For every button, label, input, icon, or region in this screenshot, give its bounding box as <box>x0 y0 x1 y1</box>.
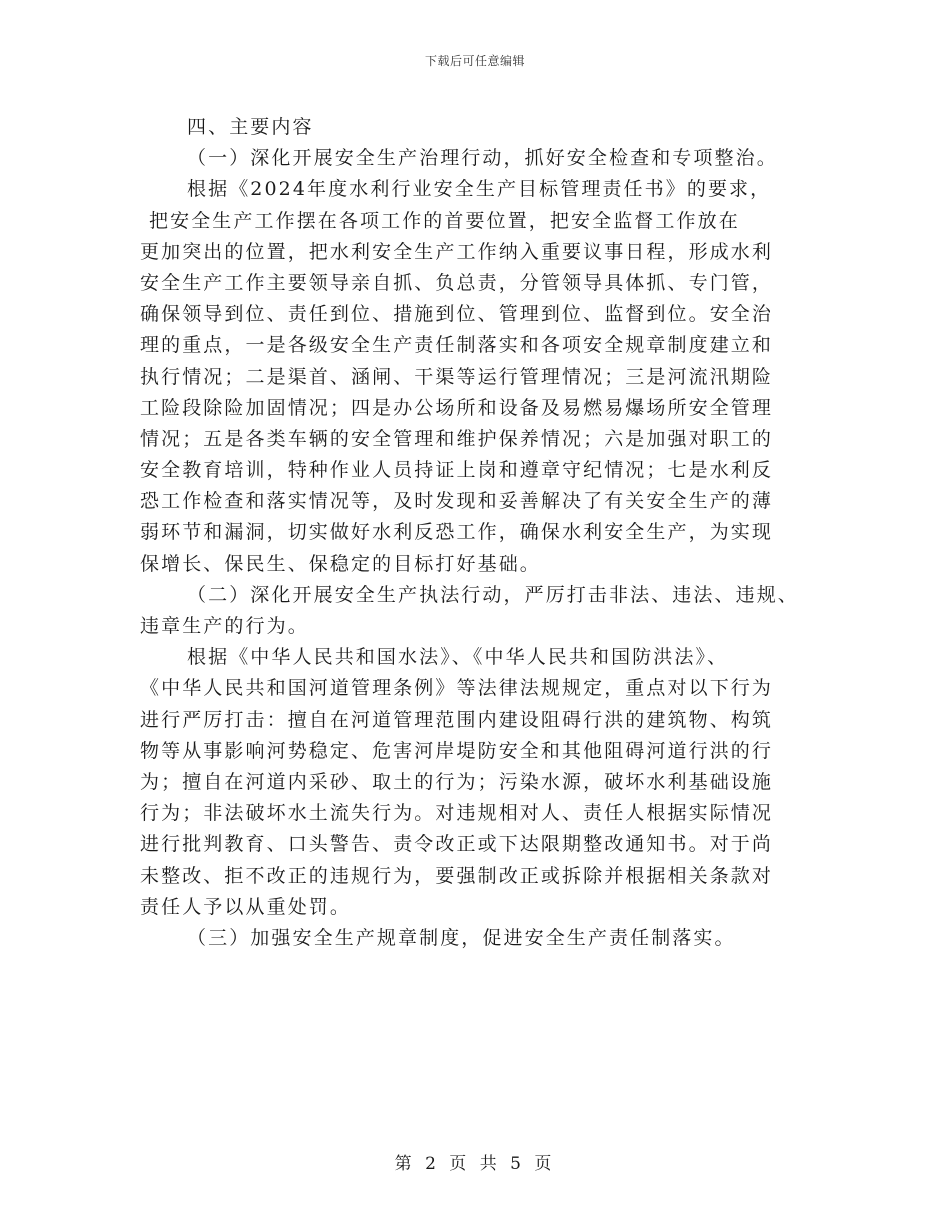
body-line: 物等从事影响河势稳定、危害河岸堤防安全和其他阻碍河道行洪的行 <box>140 739 774 762</box>
body-line: 把安全生产工作摆在各项工作的首要位置，把安全监督工作放在 <box>149 209 740 232</box>
body-line: 违章生产的行为。 <box>140 615 309 637</box>
body-line: 根据《中华人民共和国水法》、《中华人民共和国防洪法》、 <box>187 646 729 669</box>
body-line: 四、主要内容 <box>187 116 314 138</box>
body-line: 责任人予以从重处罚。 <box>140 895 352 918</box>
body-line: （二）深化开展安全生产执法行动，严厉打击非法、违法、违规、 <box>187 583 799 606</box>
page-number: 第 2 页 共 5 页 <box>394 1154 556 1174</box>
body-line: 进行批判教育、口头警告、责令改正或下达限期整改通知书。对于尚 <box>140 833 774 856</box>
body-line: 未整改、拒不改正的违规行为，要强制改正或拆除并根据相关条款对 <box>140 864 774 887</box>
body-line: 恐工作检查和落实情况等，及时发现和妥善解决了有关安全生产的薄 <box>140 490 774 513</box>
body-line: 理的重点，一是各级安全生产责任制落实和各项安全规章制度建立和 <box>140 334 774 357</box>
body-line: 弱环节和漏洞，切实做好水利反恐工作，确保水利安全生产，为实现 <box>140 521 774 544</box>
body-line: 安全生产工作主要领导亲自抓、负总责，分管领导具体抓、专门管， <box>140 271 774 294</box>
body-line: （一）深化开展安全生产治理行动，抓好安全检查和专项整治。 <box>187 147 778 170</box>
page-header-note: 下载后可任意编辑 <box>424 54 525 68</box>
body-line: 安全教育培训，特种作业人员持证上岗和遵章守纪情况；七是水利反 <box>140 459 774 482</box>
body-line: 情况；五是各类车辆的安全管理和维护保养情况；六是加强对职工的 <box>140 427 774 450</box>
body-line: 进行严厉打击：擅自在河道管理范围内建设阻碍行洪的建筑物、构筑 <box>140 708 774 731</box>
body-line: 《中华人民共和国河道管理条例》等法律法规规定，重点对以下行为 <box>140 677 774 700</box>
body-line: 为；擅自在河道内采砂、取土的行为；污染水源，破坏水利基础设施 <box>140 770 774 793</box>
body-line: 根据《2024年度水利行业安全生产目标管理责任书》的要求， <box>187 178 772 201</box>
body-line: 工险段除险加固情况；四是办公场所和设备及易燃易爆场所安全管理 <box>140 396 774 419</box>
body-line: 确保领导到位、责任到位、措施到位、管理到位、监督到位。安全治 <box>140 303 774 326</box>
body-line: 行为；非法破坏水土流失行为。对违规相对人、责任人根据实际情况 <box>140 802 774 825</box>
body-line: 执行情况；二是渠首、涵闸、干渠等运行管理情况；三是河流汛期险 <box>140 365 774 388</box>
document-body <box>140 112 812 954</box>
body-line: 更加突出的位置，把水利安全生产工作纳入重要议事日程，形成水利 <box>140 240 774 263</box>
body-line: 保增长、保民生、保稳定的目标打好基础。 <box>140 552 541 575</box>
body-line: （三）加强安全生产规章制度，促进安全生产责任制落实。 <box>187 926 736 949</box>
